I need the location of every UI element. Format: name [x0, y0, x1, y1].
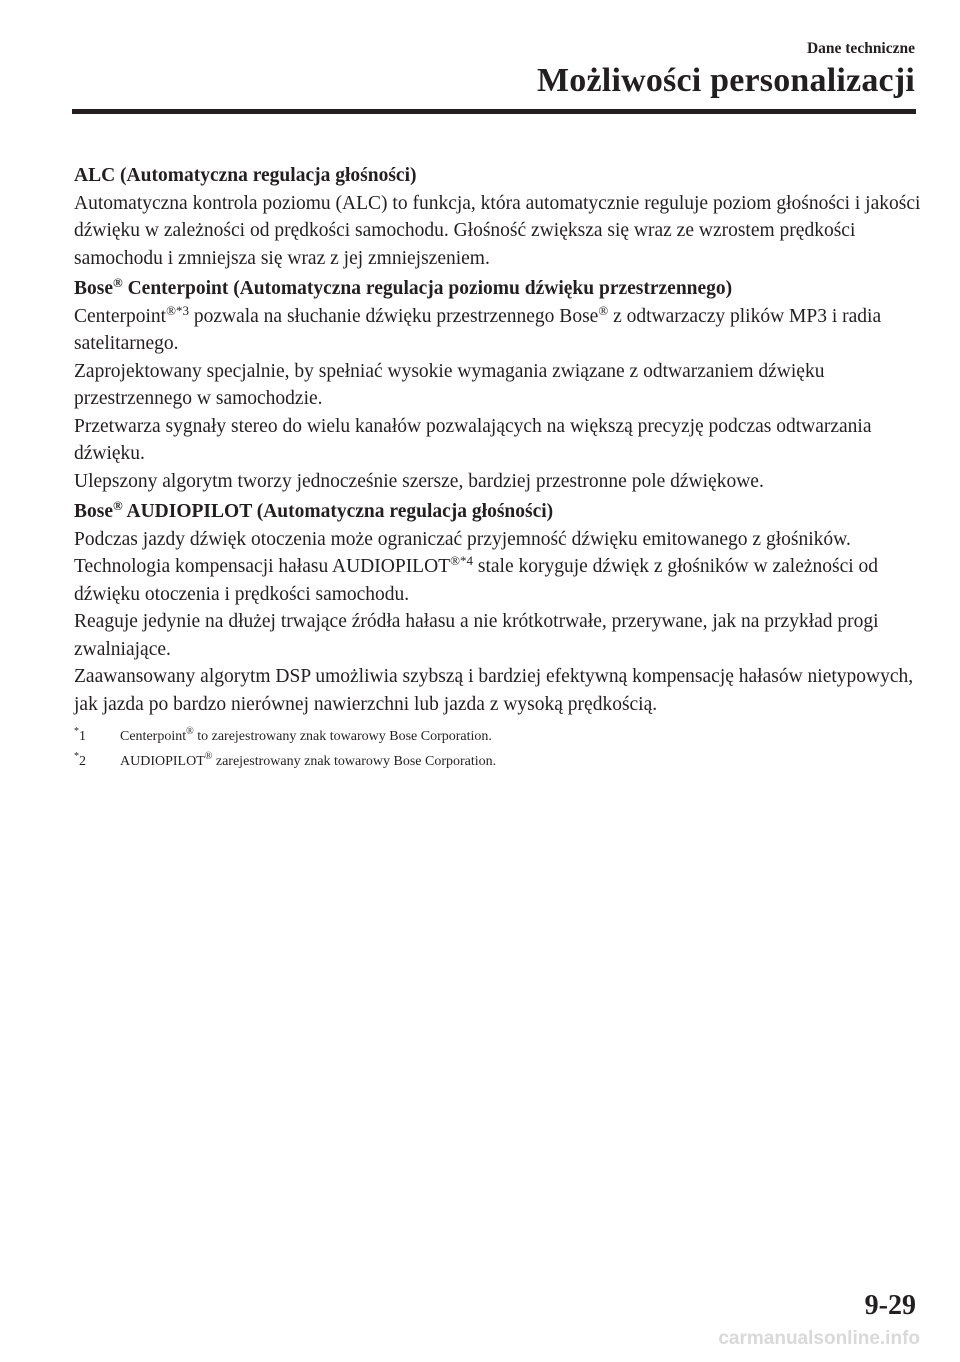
footnote-text-a: Centerpoint [120, 729, 187, 744]
centerpoint-paragraph-3: Przetwarza sygnały stereo do wielu kanałów pozwalających na większą precyzję podczas odtwarzania dźwięku. [74, 415, 872, 464]
footnote-number: 2 [79, 754, 86, 769]
section-label: Dane techniczne [806, 40, 915, 57]
header-rule [72, 109, 916, 114]
audiopilot-paragraph-3: Reaguje jedynie na dłużej trwające źródła hałasu a nie krótkotrwałe, przerywane, jak na przykład progi zwalniające. [74, 611, 879, 660]
footnote-text-b: zarejestrowany znak towarowy Bose Corporation. [212, 754, 497, 769]
page-title: Możliwości personalizacji [537, 62, 915, 99]
footnote-1 [74, 724, 924, 749]
registered-mark: ® [204, 751, 213, 762]
audiopilot-paragraph-4: Zaawansowany algorytm DSP umożliwia szybszą i bardziej efektywną kompensację hałasów nietypowych, jak jazda po bardzo nierównej nawierzchni lub jazda z wysoką prędkością. [74, 666, 914, 715]
audiopilot-heading-text: AUDIOPILOT (Automatyczna regulacja głośności) [122, 501, 554, 522]
centerpoint-paragraph-2: Zaprojektowany specjalnie, by spełniać wysokie wymagania związane z odtwarzaniem dźwięku przestrzennego w samochodzie. [74, 360, 825, 409]
footnote-marker [74, 724, 86, 749]
centerpoint-footnote-ref: ®*3 [166, 302, 189, 318]
centerpoint-heading-text: Centerpoint (Automatyczna regulacja poziomu dźwięku przestrzennego) [122, 278, 733, 299]
centerpoint-heading-brand: Bose [74, 278, 113, 299]
alc-paragraph: Automatyczna kontrola poziomu (ALC) to funkcja, która automatycznie reguluje poziom głośności i jakości dźwięku w zależności od prędkości samochodu. Głośność zwiększa się wraz ze wzrostem prędkości samochodu i zmniejsza się wraz z jej zmniejszeniem. [74, 192, 921, 269]
page-number: 9-29 [864, 1290, 916, 1321]
footnote-text-a: AUDIOPILOT [120, 754, 205, 769]
registered-mark: ® [186, 726, 194, 737]
registered-mark: ® [113, 498, 123, 513]
registered-mark: ® [598, 302, 609, 318]
audiopilot-heading [74, 498, 924, 526]
centerpoint-p1-a: Centerpoint [74, 305, 167, 327]
audiopilot-p2-b: stale koryguje dźwięk z głośników w zależności od dźwięku otoczenia i prędkości samochodu. [74, 556, 879, 605]
alc-heading: ALC (Automatyczna regulacja głośności) [74, 165, 417, 186]
watermark: carmanualsonline.info [718, 1328, 920, 1349]
audiopilot-footnote-ref: ®*4 [450, 553, 473, 568]
centerpoint-p1-c: z odtwarzaczy plików MP3 i radia satelitarnego. [74, 305, 882, 354]
audiopilot-paragraph-1: Podczas jazdy dźwięk otoczenia może ograniczać przyjemność dźwięku emitowanego z głośników. [74, 528, 851, 550]
registered-mark: ® [113, 275, 123, 290]
audiopilot-paragraph-2 [74, 553, 924, 608]
footnote-2 [74, 749, 924, 774]
footnotes [74, 724, 924, 774]
centerpoint-heading [74, 275, 924, 303]
centerpoint-p1-b: pozwala na słuchanie dźwięku przestrzennego Bose [188, 305, 599, 327]
centerpoint-paragraph-4: Ulepszony algorytm tworzy jednocześnie szersze, bardziej przestronne pole dźwiękowe. [74, 470, 764, 492]
audiopilot-heading-brand: Bose [74, 501, 113, 522]
page-content [74, 160, 924, 774]
footnote-star: * [74, 726, 79, 737]
footnote-number: 1 [79, 729, 86, 744]
audiopilot-p2-a: Technologia kompensacji hałasu AUDIOPILOT [74, 556, 451, 577]
footnote-marker [74, 749, 86, 774]
centerpoint-paragraph-1 [74, 303, 924, 358]
footnote-star: * [74, 751, 79, 762]
footnote-text-b: to zarejestrowany znak towarowy Bose Corporation. [193, 729, 492, 744]
